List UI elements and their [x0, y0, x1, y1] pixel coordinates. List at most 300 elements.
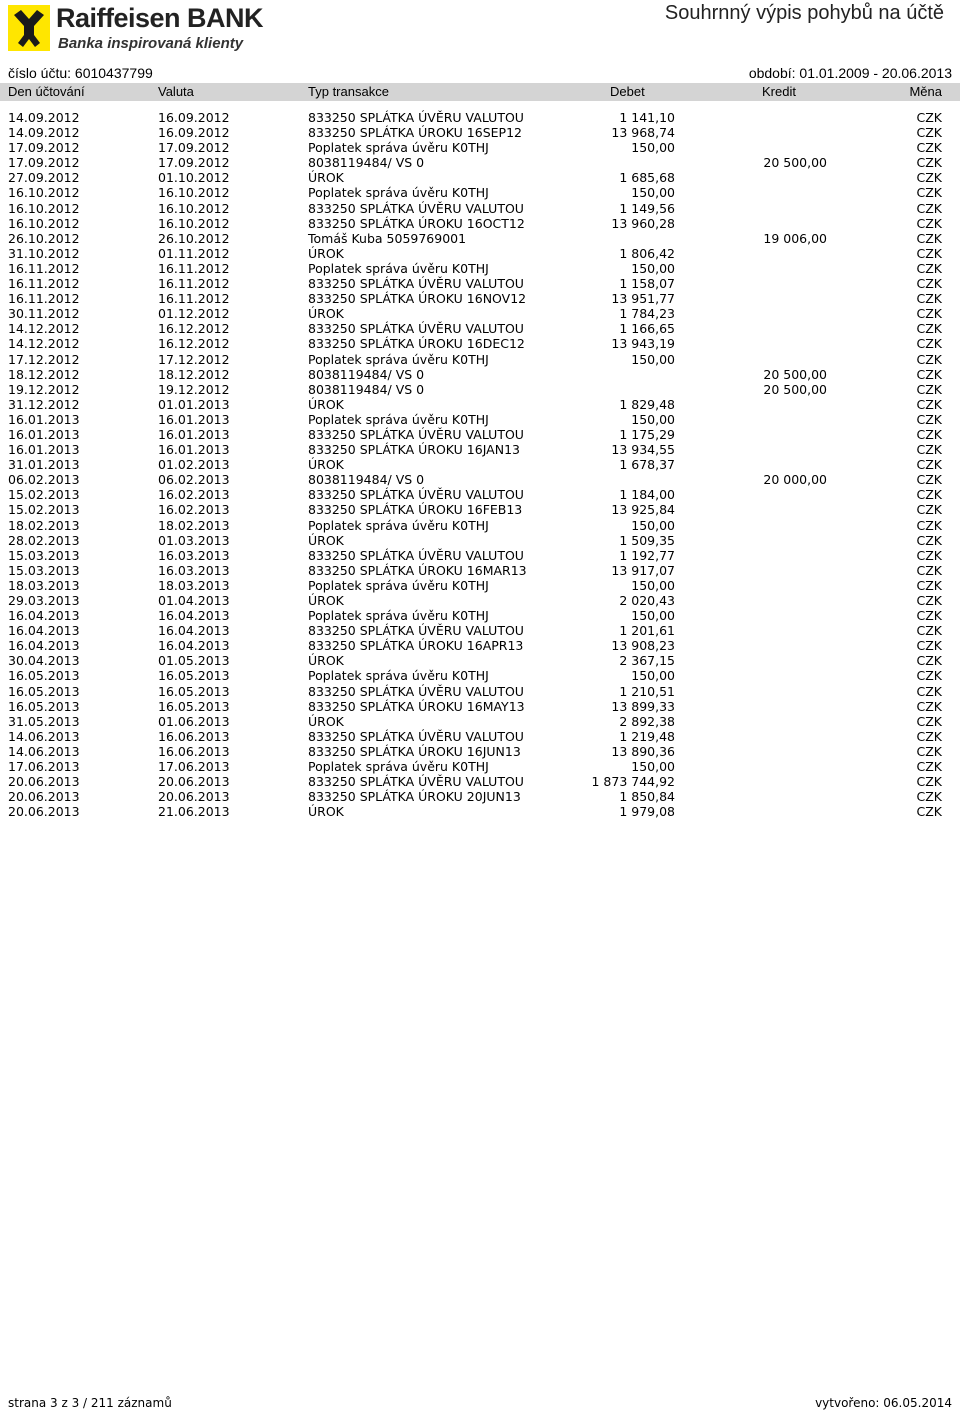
row-currency: CZK — [916, 245, 942, 261]
row-date: 14.09.2012 — [8, 125, 80, 141]
row-debit: 1 166,65 — [619, 321, 675, 337]
table-row — [0, 427, 960, 442]
row-value-date: 16.05.2013 — [158, 668, 230, 684]
row-currency: CZK — [916, 230, 942, 246]
row-currency: CZK — [916, 276, 942, 292]
row-type: Poplatek správa úvěru K0THJ — [308, 185, 489, 201]
row-date: 15.02.2013 — [8, 502, 80, 518]
row-value-date: 16.06.2013 — [158, 728, 230, 744]
page-info: strana 3 z 3 / 211 záznamů — [8, 1396, 172, 1410]
row-type: 8038119484/ VS 0 — [308, 472, 425, 488]
row-value-date: 01.03.2013 — [158, 532, 230, 548]
row-value-date: 01.02.2013 — [158, 457, 230, 473]
row-currency: CZK — [916, 502, 942, 518]
row-debit: 13 943,19 — [611, 336, 675, 352]
transactions-table — [0, 110, 960, 819]
row-debit: 1 158,07 — [619, 276, 675, 292]
row-currency: CZK — [916, 683, 942, 699]
table-row — [0, 231, 960, 246]
row-type: 833250 SPLÁTKA ÚVĚRU VALUTOU — [308, 426, 524, 442]
row-currency: CZK — [916, 728, 942, 744]
row-type: 833250 SPLÁTKA ÚVĚRU VALUTOU — [308, 623, 524, 639]
row-value-date: 17.12.2012 — [158, 351, 230, 367]
row-debit: 1 219,48 — [619, 728, 675, 744]
table-row — [0, 533, 960, 548]
row-currency: CZK — [916, 155, 942, 171]
row-currency: CZK — [916, 125, 942, 141]
row-currency: CZK — [916, 653, 942, 669]
row-type: 8038119484/ VS 0 — [308, 366, 425, 382]
row-date: 16.04.2013 — [8, 608, 80, 624]
row-type: ÚROK — [308, 804, 344, 820]
row-value-date: 16.11.2012 — [158, 291, 230, 307]
row-type: Poplatek správa úvěru K0THJ — [308, 351, 489, 367]
row-currency: CZK — [916, 291, 942, 307]
row-date: 31.10.2012 — [8, 245, 80, 261]
row-date: 16.01.2013 — [8, 426, 80, 442]
row-type: Poplatek správa úvěru K0THJ — [308, 668, 489, 684]
table-row — [0, 774, 960, 789]
row-currency: CZK — [916, 396, 942, 412]
row-value-date: 16.03.2013 — [158, 547, 230, 563]
row-credit: 20 500,00 — [763, 155, 827, 171]
row-value-date: 18.12.2012 — [158, 366, 230, 382]
row-debit: 150,00 — [631, 668, 675, 684]
row-date: 16.05.2013 — [8, 698, 80, 714]
row-type: Tomáš Kuba 5059769001 — [308, 230, 467, 246]
row-currency: CZK — [916, 547, 942, 563]
row-value-date: 16.02.2013 — [158, 487, 230, 503]
row-type: Poplatek správa úvěru K0THJ — [308, 517, 489, 533]
row-date: 14.12.2012 — [8, 321, 80, 337]
table-row — [0, 789, 960, 804]
row-debit: 13 968,74 — [611, 125, 675, 141]
table-row — [0, 261, 960, 276]
table-row — [0, 578, 960, 593]
row-currency: CZK — [916, 804, 942, 820]
row-currency: CZK — [916, 608, 942, 624]
table-row — [0, 382, 960, 397]
row-debit: 1 509,35 — [619, 532, 675, 548]
row-type: 833250 SPLÁTKA ÚROKU 16NOV12 — [308, 291, 527, 307]
row-value-date: 16.10.2012 — [158, 215, 230, 231]
row-type: ÚROK — [308, 713, 344, 729]
table-row — [0, 472, 960, 487]
row-type: 833250 SPLÁTKA ÚVĚRU VALUTOU — [308, 200, 524, 216]
table-row — [0, 201, 960, 216]
row-debit: 13 890,36 — [611, 743, 675, 759]
row-date: 14.06.2013 — [8, 728, 80, 744]
row-value-date: 01.01.2013 — [158, 396, 230, 412]
row-type: ÚROK — [308, 532, 344, 548]
table-row — [0, 518, 960, 533]
row-debit: 2 367,15 — [619, 653, 675, 669]
row-currency: CZK — [916, 442, 942, 458]
row-date: 30.11.2012 — [8, 306, 80, 322]
row-value-date: 18.03.2013 — [158, 577, 230, 593]
row-date: 20.06.2013 — [8, 789, 80, 805]
row-currency: CZK — [916, 366, 942, 382]
row-currency: CZK — [916, 789, 942, 805]
row-debit: 13 951,77 — [611, 291, 675, 307]
row-type: Poplatek správa úvěru K0THJ — [308, 140, 489, 156]
row-type: Poplatek správa úvěru K0THJ — [308, 260, 489, 276]
row-currency: CZK — [916, 336, 942, 352]
row-type: ÚROK — [308, 306, 344, 322]
row-value-date: 16.09.2012 — [158, 125, 230, 141]
row-type: ÚROK — [308, 457, 344, 473]
row-debit: 1 873 744,92 — [591, 774, 675, 790]
row-date: 16.11.2012 — [8, 260, 80, 276]
row-type: 833250 SPLÁTKA ÚROKU 16MAR13 — [308, 562, 527, 578]
row-type: 833250 SPLÁTKA ÚROKU 16DEC12 — [308, 336, 525, 352]
table-row — [0, 457, 960, 472]
row-currency: CZK — [916, 215, 942, 231]
row-date: 06.02.2013 — [8, 472, 80, 488]
row-currency: CZK — [916, 306, 942, 322]
row-type: 833250 SPLÁTKA ÚROKU 16JUN13 — [308, 743, 521, 759]
row-value-date: 01.05.2013 — [158, 653, 230, 669]
row-debit: 150,00 — [631, 351, 675, 367]
row-type: ÚROK — [308, 396, 344, 412]
row-type: ÚROK — [308, 245, 344, 261]
row-type: Poplatek správa úvěru K0THJ — [308, 411, 489, 427]
table-row — [0, 729, 960, 744]
col-header-currency: Měna — [909, 84, 942, 99]
table-row — [0, 563, 960, 578]
row-type: Poplatek správa úvěru K0THJ — [308, 759, 489, 775]
row-date: 17.06.2013 — [8, 759, 80, 775]
row-debit: 150,00 — [631, 260, 675, 276]
row-type: 833250 SPLÁTKA ÚVĚRU VALUTOU — [308, 683, 524, 699]
document-title: Souhrnný výpis pohybů na účtě — [664, 2, 944, 24]
row-debit: 1 806,42 — [619, 245, 675, 261]
row-currency: CZK — [916, 110, 942, 125]
table-row — [0, 502, 960, 517]
raiffeisen-logo-icon — [8, 5, 50, 51]
row-type: 833250 SPLÁTKA ÚVĚRU VALUTOU — [308, 728, 524, 744]
row-currency: CZK — [916, 411, 942, 427]
row-debit: 1 685,68 — [619, 170, 675, 186]
row-currency: CZK — [916, 170, 942, 186]
row-debit: 1 184,00 — [619, 487, 675, 503]
row-value-date: 20.06.2013 — [158, 789, 230, 805]
row-currency: CZK — [916, 774, 942, 790]
row-credit: 20 500,00 — [763, 366, 827, 382]
row-debit: 150,00 — [631, 140, 675, 156]
row-date: 16.04.2013 — [8, 623, 80, 639]
row-type: ÚROK — [308, 593, 344, 608]
table-row — [0, 744, 960, 759]
row-value-date: 19.12.2012 — [158, 381, 230, 397]
row-debit: 150,00 — [631, 517, 675, 533]
table-row — [0, 668, 960, 683]
row-currency: CZK — [916, 577, 942, 593]
account-bar — [0, 64, 960, 82]
table-row — [0, 608, 960, 623]
row-currency: CZK — [916, 185, 942, 201]
row-value-date: 16.11.2012 — [158, 276, 230, 292]
row-debit: 150,00 — [631, 608, 675, 624]
row-value-date: 16.06.2013 — [158, 743, 230, 759]
table-row — [0, 367, 960, 382]
row-debit: 1 678,37 — [619, 457, 675, 473]
row-currency: CZK — [916, 593, 942, 608]
row-type: 833250 SPLÁTKA ÚROKU 16APR13 — [308, 638, 524, 654]
row-type: 833250 SPLÁTKA ÚROKU 20JUN13 — [308, 789, 521, 805]
col-header-credit: Kredit — [762, 84, 796, 99]
row-debit: 1 210,51 — [619, 683, 675, 699]
row-type: ÚROK — [308, 170, 344, 186]
row-debit: 13 934,55 — [611, 442, 675, 458]
row-type: 833250 SPLÁTKA ÚVĚRU VALUTOU — [308, 547, 524, 563]
table-row — [0, 246, 960, 261]
row-debit: 150,00 — [631, 577, 675, 593]
row-currency: CZK — [916, 517, 942, 533]
row-currency: CZK — [916, 698, 942, 714]
row-type: Poplatek správa úvěru K0THJ — [308, 577, 489, 593]
col-header-date: Den účtování — [8, 84, 85, 99]
row-type: 833250 SPLÁTKA ÚVĚRU VALUTOU — [308, 321, 524, 337]
row-credit: 19 006,00 — [763, 230, 827, 246]
row-date: 16.04.2013 — [8, 638, 80, 654]
row-date: 20.06.2013 — [8, 774, 80, 790]
row-date: 15.02.2013 — [8, 487, 80, 503]
row-date: 31.12.2012 — [8, 396, 80, 412]
row-type: 833250 SPLÁTKA ÚVĚRU VALUTOU — [308, 110, 524, 125]
row-debit: 1 829,48 — [619, 396, 675, 412]
table-row — [0, 216, 960, 231]
col-header-debit: Debet — [610, 84, 645, 99]
row-date: 31.01.2013 — [8, 457, 80, 473]
row-value-date: 16.10.2012 — [158, 200, 230, 216]
row-value-date: 16.01.2013 — [158, 426, 230, 442]
row-date: 15.03.2013 — [8, 562, 80, 578]
row-currency: CZK — [916, 426, 942, 442]
row-value-date: 16.11.2012 — [158, 260, 230, 276]
row-currency: CZK — [916, 487, 942, 503]
table-row — [0, 548, 960, 563]
row-value-date: 16.09.2012 — [158, 110, 230, 125]
row-currency: CZK — [916, 472, 942, 488]
row-debit: 150,00 — [631, 411, 675, 427]
account-number: číslo účtu: 6010437799 — [8, 65, 153, 81]
row-date: 26.10.2012 — [8, 230, 80, 246]
row-debit: 13 899,33 — [611, 698, 675, 714]
row-currency: CZK — [916, 260, 942, 276]
row-date: 29.03.2013 — [8, 593, 80, 608]
row-value-date: 01.06.2013 — [158, 713, 230, 729]
row-value-date: 20.06.2013 — [158, 774, 230, 790]
table-row — [0, 336, 960, 351]
row-value-date: 16.02.2013 — [158, 502, 230, 518]
row-value-date: 16.10.2012 — [158, 185, 230, 201]
row-debit: 2 020,43 — [619, 593, 675, 608]
row-value-date: 16.04.2013 — [158, 623, 230, 639]
row-currency: CZK — [916, 532, 942, 548]
row-date: 16.10.2012 — [8, 200, 80, 216]
row-value-date: 16.12.2012 — [158, 336, 230, 352]
table-row — [0, 442, 960, 457]
row-debit: 13 908,23 — [611, 638, 675, 654]
row-currency: CZK — [916, 623, 942, 639]
row-date: 16.11.2012 — [8, 291, 80, 307]
row-date: 16.01.2013 — [8, 411, 80, 427]
table-row — [0, 155, 960, 170]
table-row — [0, 306, 960, 321]
row-date: 16.01.2013 — [8, 442, 80, 458]
row-date: 30.04.2013 — [8, 653, 80, 669]
table-row — [0, 804, 960, 819]
row-value-date: 16.04.2013 — [158, 638, 230, 654]
row-currency: CZK — [916, 200, 942, 216]
col-header-value-date: Valuta — [158, 84, 194, 99]
table-row — [0, 276, 960, 291]
row-value-date: 01.11.2012 — [158, 245, 230, 261]
table-row — [0, 125, 960, 140]
table-row — [0, 623, 960, 638]
row-type: 833250 SPLÁTKA ÚROKU 16JAN13 — [308, 442, 520, 458]
table-row — [0, 759, 960, 774]
row-value-date: 16.05.2013 — [158, 683, 230, 699]
row-type: Poplatek správa úvěru K0THJ — [308, 608, 489, 624]
row-value-date: 16.04.2013 — [158, 608, 230, 624]
row-value-date: 16.01.2013 — [158, 411, 230, 427]
row-debit: 13 960,28 — [611, 215, 675, 231]
row-value-date: 18.02.2013 — [158, 517, 230, 533]
brand-name: Raiffeisen BANK — [56, 3, 264, 33]
row-date: 16.05.2013 — [8, 668, 80, 684]
row-debit: 1 850,84 — [619, 789, 675, 805]
row-debit: 1 141,10 — [619, 110, 675, 125]
row-debit: 1 784,23 — [619, 306, 675, 322]
row-date: 14.06.2013 — [8, 743, 80, 759]
row-date: 19.12.2012 — [8, 381, 80, 397]
row-value-date: 06.02.2013 — [158, 472, 230, 488]
row-value-date: 01.04.2013 — [158, 593, 230, 608]
table-row — [0, 352, 960, 367]
table-row — [0, 699, 960, 714]
row-value-date: 01.10.2012 — [158, 170, 230, 186]
col-header-type: Typ transakce — [308, 84, 389, 99]
table-row — [0, 140, 960, 155]
row-credit: 20 500,00 — [763, 381, 827, 397]
row-date: 17.09.2012 — [8, 140, 80, 156]
row-currency: CZK — [916, 140, 942, 156]
row-debit: 150,00 — [631, 185, 675, 201]
row-date: 17.09.2012 — [8, 155, 80, 171]
row-type: 833250 SPLÁTKA ÚROKU 16SEP12 — [308, 125, 522, 141]
row-debit: 2 892,38 — [619, 713, 675, 729]
row-currency: CZK — [916, 638, 942, 654]
row-date: 16.10.2012 — [8, 215, 80, 231]
row-debit: 1 192,77 — [619, 547, 675, 563]
row-value-date: 16.03.2013 — [158, 562, 230, 578]
row-date: 14.09.2012 — [8, 110, 80, 125]
row-date: 15.03.2013 — [8, 547, 80, 563]
row-date: 16.05.2013 — [8, 683, 80, 699]
bank-logo — [8, 3, 264, 55]
row-currency: CZK — [916, 381, 942, 397]
row-debit: 13 925,84 — [611, 502, 675, 518]
row-type: 833250 SPLÁTKA ÚROKU 16OCT12 — [308, 215, 525, 231]
row-date: 16.11.2012 — [8, 276, 80, 292]
table-row — [0, 397, 960, 412]
page-header — [0, 0, 960, 62]
statement-period: období: 01.01.2009 - 20.06.2013 — [748, 65, 952, 81]
row-debit: 1 979,08 — [619, 804, 675, 820]
row-date: 14.12.2012 — [8, 336, 80, 352]
row-debit: 150,00 — [631, 759, 675, 775]
row-value-date: 26.10.2012 — [158, 230, 230, 246]
table-row — [0, 185, 960, 200]
row-currency: CZK — [916, 321, 942, 337]
row-value-date: 16.01.2013 — [158, 442, 230, 458]
table-row — [0, 714, 960, 729]
row-currency: CZK — [916, 743, 942, 759]
table-row — [0, 170, 960, 185]
row-date: 27.09.2012 — [8, 170, 80, 186]
row-currency: CZK — [916, 562, 942, 578]
table-header — [0, 83, 960, 101]
table-row — [0, 291, 960, 306]
row-currency: CZK — [916, 759, 942, 775]
row-currency: CZK — [916, 713, 942, 729]
row-value-date: 17.09.2012 — [158, 140, 230, 156]
row-currency: CZK — [916, 351, 942, 367]
row-type: 833250 SPLÁTKA ÚVĚRU VALUTOU — [308, 276, 524, 292]
row-type: ÚROK — [308, 653, 344, 669]
row-date: 28.02.2013 — [8, 532, 80, 548]
row-credit: 20 000,00 — [763, 472, 827, 488]
created-date: vytvořeno: 06.05.2014 — [815, 1396, 952, 1410]
row-type: 833250 SPLÁTKA ÚROKU 16MAY13 — [308, 698, 525, 714]
row-date: 20.06.2013 — [8, 804, 80, 820]
row-debit: 1 201,61 — [619, 623, 675, 639]
row-type: 8038119484/ VS 0 — [308, 381, 425, 397]
table-row — [0, 638, 960, 653]
row-date: 16.10.2012 — [8, 185, 80, 201]
row-date: 18.02.2013 — [8, 517, 80, 533]
row-currency: CZK — [916, 457, 942, 473]
table-row — [0, 653, 960, 668]
row-date: 31.05.2013 — [8, 713, 80, 729]
table-row — [0, 412, 960, 427]
row-value-date: 17.09.2012 — [158, 155, 230, 171]
row-value-date: 17.06.2013 — [158, 759, 230, 775]
row-debit: 13 917,07 — [611, 562, 675, 578]
table-row — [0, 684, 960, 699]
row-debit: 1 175,29 — [619, 426, 675, 442]
row-value-date: 16.05.2013 — [158, 698, 230, 714]
row-debit: 1 149,56 — [619, 200, 675, 216]
page-footer — [0, 1396, 960, 1412]
row-type: 833250 SPLÁTKA ÚVĚRU VALUTOU — [308, 487, 524, 503]
brand-tagline: Banka inspirovaná klienty — [58, 35, 244, 52]
table-row — [0, 593, 960, 608]
row-date: 17.12.2012 — [8, 351, 80, 367]
row-value-date: 01.12.2012 — [158, 306, 230, 322]
row-type: 833250 SPLÁTKA ÚVĚRU VALUTOU — [308, 774, 524, 790]
row-date: 18.12.2012 — [8, 366, 80, 382]
row-value-date: 16.12.2012 — [158, 321, 230, 337]
row-value-date: 21.06.2013 — [158, 804, 230, 820]
row-currency: CZK — [916, 668, 942, 684]
row-type: 8038119484/ VS 0 — [308, 155, 425, 171]
table-row — [0, 110, 960, 125]
row-type: 833250 SPLÁTKA ÚROKU 16FEB13 — [308, 502, 523, 518]
table-row — [0, 487, 960, 502]
